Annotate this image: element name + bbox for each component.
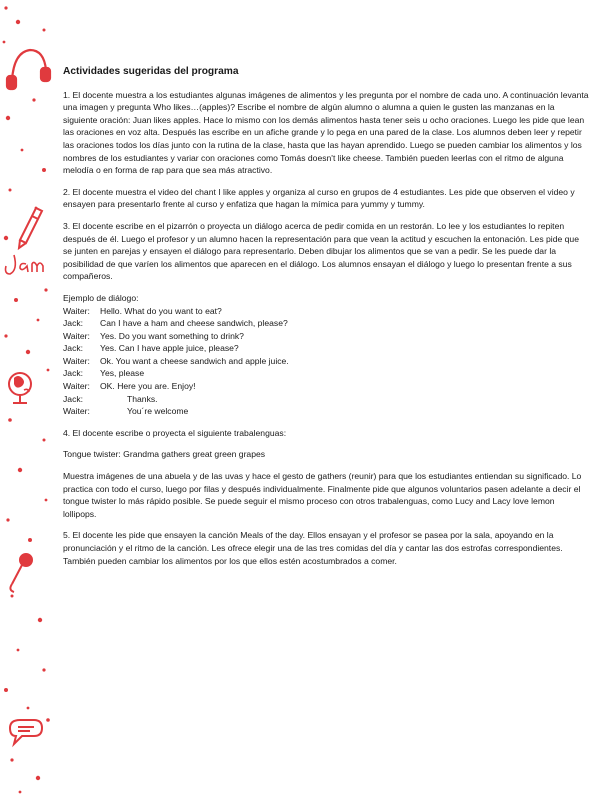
activity-3: 3. El docente escribe en el pizarrón o proyecta un diálogo acerca de pedir comida en un restorán. Lo lee y los estudiantes lo repiten después de él. Luego el profesor y un alumno hacen la representación para que vean la actitud y escuchen la entonación. Les pide que se junten en parejas y ensayen el diálogo para representarlo. Deben dibujar los alimentos que se van a pedir. Se les puede dar la posibilidad de que varíen los alimentos que aparecen en el diálogo. Los alumnos ensayan el diálogo y luego lo presentan frente a sus compañeros. [63, 220, 579, 282]
dialog-line: Waiter: OK. Here you are. Enjoy! [63, 381, 196, 392]
activity-4-detail: Muestra imágenes de una abuela y de las uvas y hace el gesto de gathers (reunir) para que los estudiantes entiendan su significado. Lo practica con todo el curso, luego por filas y después individualmente. Finalmente pide que algunos voluntarios pasen adelante a decir el tongue twister lo más rápido posible. Se puede seguir el mismo proceso con otros trabalenguas, como Lucy and Lacy love lemon lollipops. [63, 471, 582, 519]
globe-icon [9, 373, 31, 403]
activity-1: 1. El docente muestra a los estudiantes algunas imágenes de alimentos y les pregunta por el nombre de cada uno. A continuación levanta una imagen y pregunta Who likes…(apples)? Escribe el nombre de algún alumno o alumna a quien le gusten las manzanas en la siguiente oración: Juan likes apples. Hace lo mismo con los demás alimentos hasta tener seis u ocho oraciones. Luego les pide que lean las oraciones en voz alta. Después las escribe en un afiche grande y lo pega en una pared de la clase. Los alumnos deben leer y repetir las oraciones todos los días junto con la rutina de la clase, hasta que las hayan aprendido. Luego se pueden cambiar los alimentos y los nombres de los estudiantes y variar con oraciones como Tomás doesn't like cheese. También pueden leerlas con el ritmo de alguna melodía o en forma de rap para que sea más atractivo. [63, 89, 589, 176]
dialog-line: Jack: Can I have a ham and cheese sandwich, please? [63, 318, 288, 329]
handwritten-jam [6, 255, 44, 274]
dialog-line: Jack: Yes, please [63, 368, 145, 379]
document-title: Actividades sugeridas del programa [63, 66, 239, 77]
activity-4: 4. El docente escribe o proyecta el siguiente trabalenguas: [63, 427, 287, 438]
dialog-line: Jack: Thanks. [63, 393, 158, 404]
dialog-example [63, 305, 590, 418]
headphones-icon [7, 50, 50, 89]
microphone-icon [10, 554, 32, 592]
activity-5: 5. El docente les pide que ensayen la canción Meals of the day. Ellos ensayan y el profesor se pasea por la sala, apoyando en la pronunciación y el ritmo de la canción. Les ofrece elegir una de las tres comidas del día y cantar las dos estrofas correspondientes. También pueden cambiar los alimentos por los que ellos estén acostumbrados a comer. [63, 530, 563, 566]
activity-2: 2. El docente muestra el video del chant I like apples y organiza al curso en grupos de 4 estudiantes. Les pide que observen el video y ensayen para presentarlo frente al curso y enfatiza que hagan la mímica para yummy y tummy. [63, 186, 575, 210]
dialog-line: Waiter: Yes. Do you want something to drink? [63, 330, 244, 341]
dialog-line: Waiter: Hello. What do you want to eat? [63, 305, 222, 316]
dialog-heading: Ejemplo de diálogo: [63, 292, 139, 303]
dialog-line: Waiter: You´re welcome [63, 406, 189, 417]
dialog-line: Waiter: Ok. You want a cheese sandwich and apple juice. [63, 355, 289, 366]
dialog-line: Jack: Yes. Can I have apple juice, please? [63, 343, 239, 354]
document-body [63, 66, 590, 576]
speech-bubble-icon [10, 720, 42, 744]
pencil-icon [19, 208, 42, 248]
tongue-twister: Tongue twister: Grandma gathers great green grapes [63, 449, 266, 460]
margin-decoration [0, 0, 58, 800]
